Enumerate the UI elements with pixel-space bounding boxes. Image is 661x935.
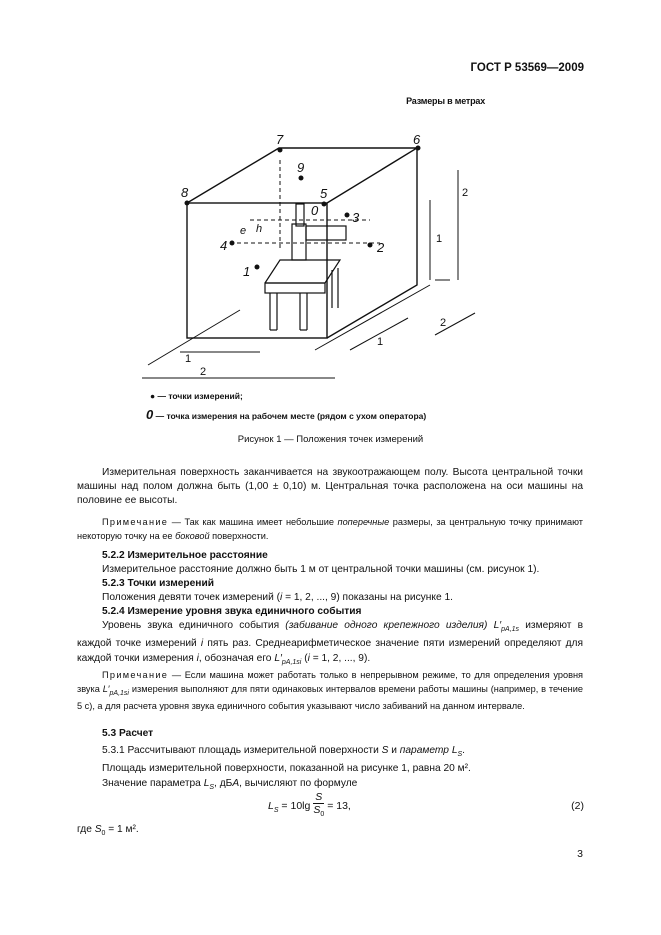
svg-text:9: 9 <box>297 160 305 175</box>
svg-text:1: 1 <box>243 264 251 279</box>
note-2: Примечание — Если машина может работать только в непрерывном режиме, то для определения уровня звука $L'_{pA,1si}$ измерения выполняют для пяти одинаковых интервалов времени работы машины (например, в течение 5 с), а для расчета уровня звука единичного события указывают число забиваний на данном интервале. <box>77 670 583 711</box>
paragraph-1: Измерительная поверхность заканчивается на звукоотражающем полу. Высота центральной точки машины над полом должна быть (1,00 ± 0,10) м. Центральная точка расположена на оси машины на половине ее высоты. <box>77 467 583 507</box>
floor-dims <box>142 170 475 378</box>
svg-text:7: 7 <box>276 132 284 147</box>
svg-text:e: e <box>240 225 247 237</box>
svg-text:1: 1 <box>377 336 384 348</box>
standard-header: ГОСТ Р 53569—2009 <box>470 62 584 74</box>
axes <box>230 160 380 250</box>
svg-text:1: 1 <box>436 233 443 245</box>
point-labels <box>181 132 421 279</box>
machine <box>265 204 346 330</box>
measurement-figure <box>140 130 480 380</box>
page-number: 3 <box>577 848 583 860</box>
svg-text:2: 2 <box>440 317 447 329</box>
svg-text:4: 4 <box>220 238 228 253</box>
svg-text:3: 3 <box>352 210 360 225</box>
section-5-3: 5.3 Расчет 5.3.1 Рассчитывают площадь измерительной поверхности S и параметр $L_S$. Площадь измерительной поверхности, показанной на рисунке 1, равна 20 м². Значение параметра $L_S$, дБA, вычисляют по формуле <box>102 728 471 791</box>
svg-text:5: 5 <box>320 186 328 201</box>
svg-text:2: 2 <box>200 366 207 378</box>
dimensions-note: Размеры в метрах <box>406 96 485 106</box>
section-5-2-4: 5.2.4 Измерение уровня звука единичного события Уровень звука единичного события (забивание одного крепежного изделия) $L'_{pA,1s}$ измеряют в каждой точке измерений i пять раз. Среднеарифметическое значение пяти измерений определяют для каждой точки измерения i, обозначая его $L'_{pA,1si}$ (i = 1, 2, ..., 9). <box>77 606 584 666</box>
svg-text:2: 2 <box>462 187 469 199</box>
formula-number: (2) <box>571 800 584 812</box>
legend-item-workplace: 0 — точка измерения на рабочем месте (рядом с ухом оператора) <box>146 407 427 422</box>
svg-text:1: 1 <box>185 353 192 365</box>
legend-item-points: ● — точки измерений; <box>150 391 243 401</box>
box-top <box>187 148 417 203</box>
section-5-2-3: 5.2.3 Точки измерений Положения девяти точек измерений (i = 1, 2, ..., 9) показаны на рисунке 1. <box>102 578 453 604</box>
svg-text:8: 8 <box>181 185 189 200</box>
figure-caption: Рисунок 1 — Положения точек измерений <box>237 434 424 445</box>
formula-2: $L_S = 10\lg$ $\frac{S}{S_0}$ = 13, <box>268 791 351 819</box>
section-5-2-2: 5.2.2 Измерительное расстояние Измерительное расстояние должно быть 1 м от центральной точки машины (см. рисунок 1). <box>102 550 540 576</box>
note-1: Примечание — Так как машина имеет небольшие поперечные размеры, за центральную точку принимают некоторую точку на ее боковой поверхности. <box>77 517 583 541</box>
svg-text:2: 2 <box>377 240 385 255</box>
svg-text:h: h <box>256 223 263 235</box>
svg-text:6: 6 <box>413 132 421 147</box>
where-clause: где $S_0 = 1$ м². <box>77 824 139 838</box>
svg-text:0: 0 <box>311 203 319 218</box>
